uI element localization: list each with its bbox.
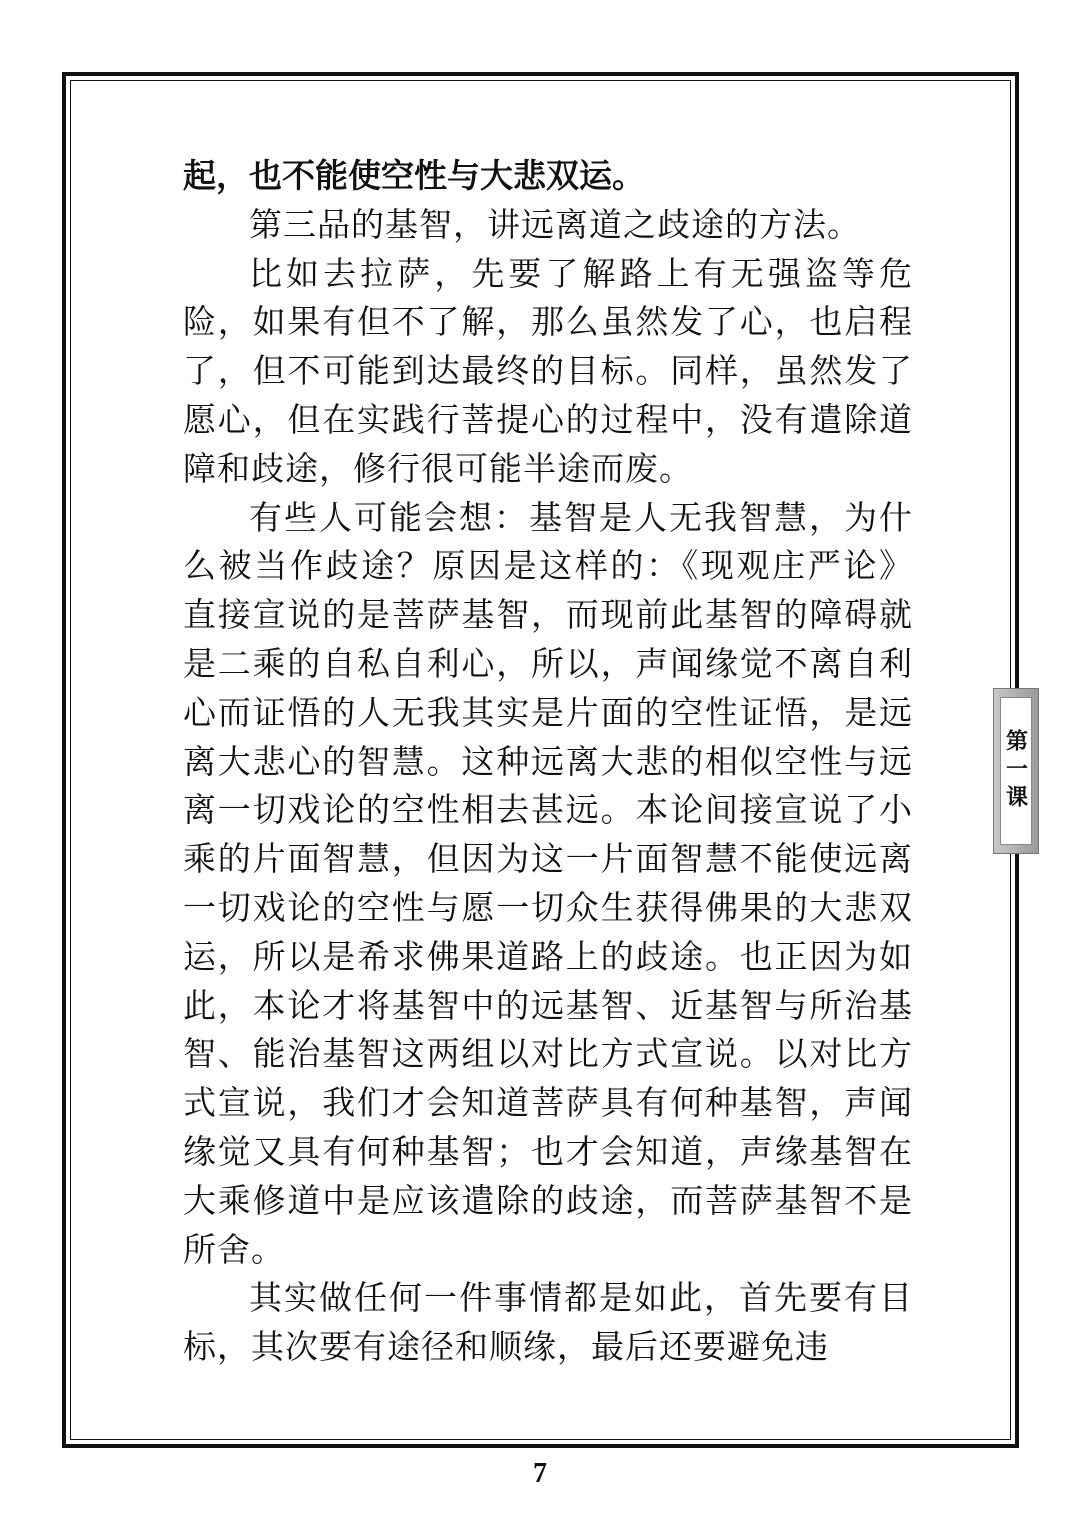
chapter-tab-inner (1000, 697, 1032, 845)
paragraph-continuation: 起，也不能使空性与大悲双运。 (183, 156, 645, 195)
chapter-tab-label: 第一课 (1002, 729, 1029, 813)
chapter-tab (993, 688, 1039, 854)
paragraph: 比如去拉萨，先要了解路上有无强盗等危险，如果有但不了解，那么虽然发了心，也启程了，但不可能到达最终的目标。同样，虽然发了愿心，但在实践行菩提心的过程中，没有遣除道障和歧途，修行很可能半途而废。 (183, 253, 913, 488)
body-text (183, 152, 913, 1372)
page-number: 7 (533, 1458, 547, 1489)
paragraph: 第三品的基智，讲远离道之歧途的方法。 (249, 204, 861, 244)
paragraph: 其实做任何一件事情都是如此，首先要有目标，其次要有途径和顺缘，最后还要避免违 (183, 1278, 913, 1367)
paragraph: 有些人可能会想：基智是人无我智慧，为什么被当作歧途？原因是这样的：《现观庄严论》直接宣说的是菩萨基智，而现前此基智的障碍就是二乘的自私自利心，所以，声闻缘觉不离自利心而证悟的人无我其实是片面的空性证悟，是远离大悲心的智慧。这种远离大悲的相似空性与远离一切戏论的空性相去甚远。本论间接宣说了小乘的片面智慧，但因为这一片面智慧不能使远离一切戏论的空性与愿一切众生获得佛果的大悲双运，所以是希求佛果道路上的歧途。也正因为如此，本论才将基智中的远基智、近基智与所治基智、能治基智这两组以对比方式宣说。以对比方式宣说，我们才会知道菩萨具有何种基智，声闻缘觉又具有何种基智；也才会知道，声缘基智在大乘修道中是应该遣除的歧途，而菩萨基智不是所舍。 (183, 497, 913, 1269)
